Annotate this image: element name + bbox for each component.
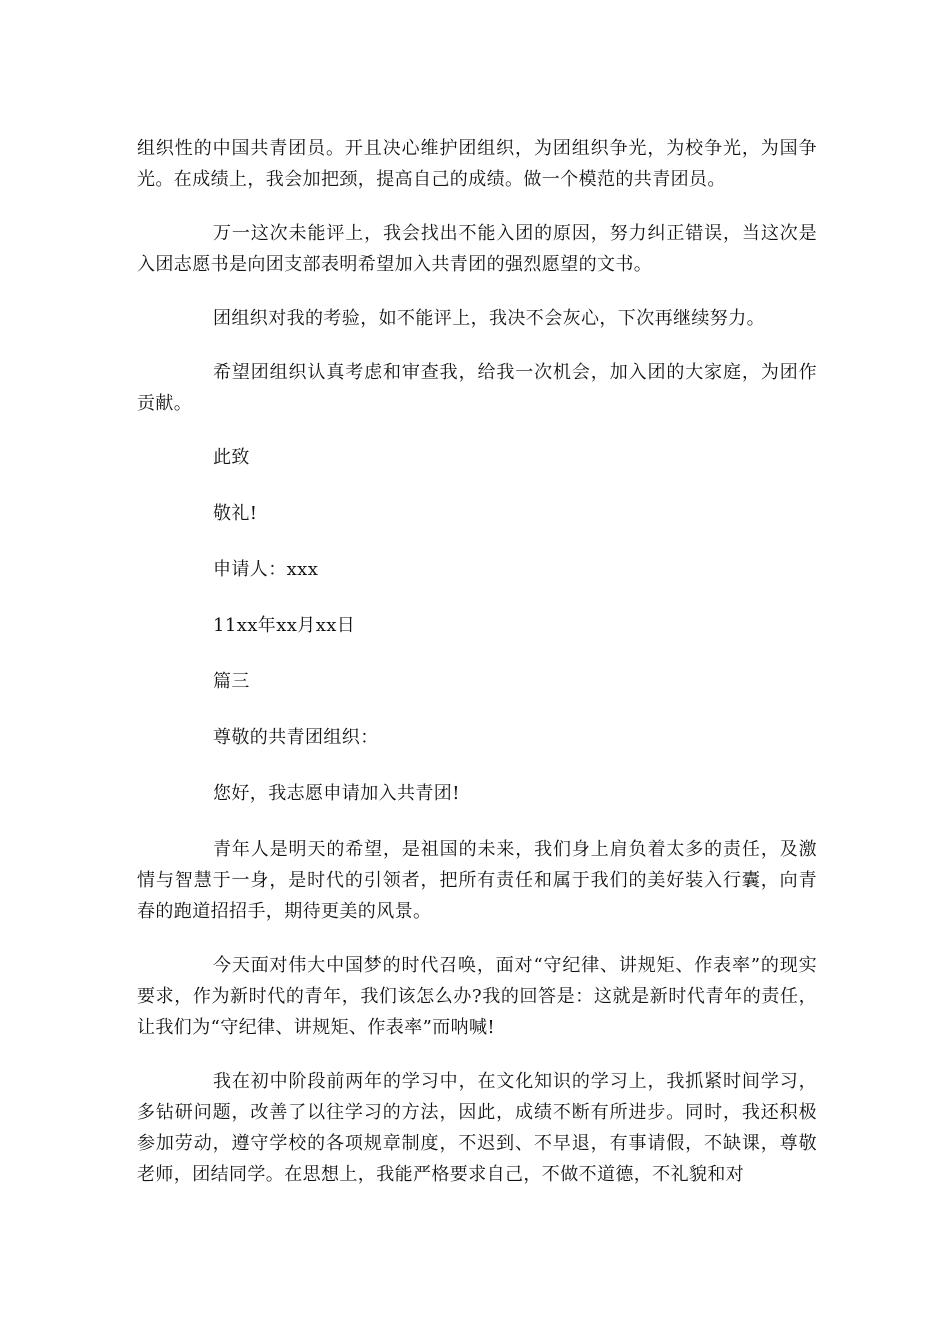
paragraph-test: 团组织对我的考验，如不能评上，我决不会灰心，下次再继续努力。 bbox=[213, 308, 765, 329]
closing-respect: 敬礼! bbox=[213, 503, 258, 524]
paragraph-youth: 青年人是明天的希望，是祖国的未来，我们身上肩负着太多的责任，及激情与智慧于一身，是时代的引领者，把所有责任和属于我们的美好装入行囊，向青春的跑道招招手，期待更美的风景。 bbox=[137, 839, 817, 922]
document-body bbox=[137, 133, 817, 1213]
applicant-line: 申请人：xxx bbox=[213, 559, 319, 580]
closing-salutation: 此致 bbox=[213, 447, 250, 468]
greeting-line: 尊敬的共青团组织： bbox=[213, 727, 379, 748]
paragraph-continuation: 组织性的中国共青团员。开且决心维护团组织，为团组织争光，为校争光，为国争光。在成绩上，我会加把颈，提高自己的成绩。做一个模范的共青团员。 bbox=[137, 138, 817, 190]
date-line: 11xx年xx月xx日 bbox=[213, 615, 356, 636]
section-heading: 篇三 bbox=[213, 671, 250, 692]
paragraph-hope: 希望团组织认真考虑和审查我，给我一次机会，加入团的大家庭，为团作贡献。 bbox=[137, 362, 817, 414]
paragraph-retry: 万一这次未能评上，我会找出不能入团的原因，努力纠正错误，当这次是入团志愿书是向团支部表明希望加入共青团的强烈愿望的文书。 bbox=[137, 223, 817, 275]
paragraph-study: 我在初中阶段前两年的学习中，在文化知识的学习上，我抓紧时间学习，多钻研问题，改善了以往学习的方法，因此，成绩不断有所进步。同时，我还积极参加劳动，遵守学校的各项规章制度，不迟到、不早退，有事请假，不缺课，尊敬老师，团结同学。在思想上，我能严格要求自己，不做不道德，不礼貌和对 bbox=[137, 1071, 817, 1185]
intro-line: 您好，我志愿申请加入共青团! bbox=[213, 783, 460, 804]
paragraph-dream: 今天面对伟大中国梦的时代召唤，面对“守纪律、讲规矩、作表率”的现实要求，作为新时代的青年，我们该怎么办?我的回答是：这就是新时代青年的责任，让我们为“守纪律、讲规矩、作表率”而呐喊! bbox=[137, 955, 817, 1038]
